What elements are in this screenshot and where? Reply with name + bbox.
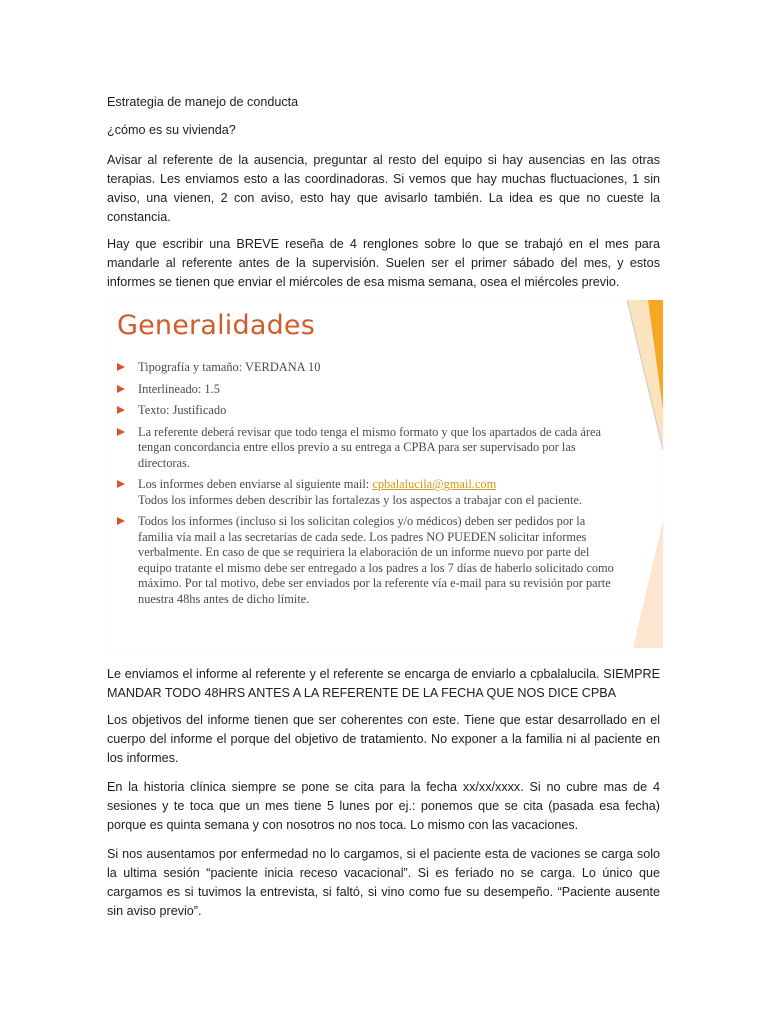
slide-bullet: La referente deberá revisar que todo tenga el mismo formato y que los apartados de cada área tengan concordancia entre ellos previo a su entrega a CPBA para ser supervisado por las directoras. <box>117 425 617 472</box>
slide-bullet: Todos los informes (incluso si los solicitan colegios y/o médicos) deben ser pedidos por la familia vía mail a las secretarías de cada sede. Los padres NO PUEDEN solicitar informes verbalmente. En caso de que se requiriera la elaboración de un informe nuevo por parte del equipo tratante el mismo debe ser entregado a los padres a los 7 días de haberlo solicitado como máximo. Por tal motivo, debe ser enviados por la referente vía e-mail para su revisión por parte nuestra 48hs antes de dicho límite. <box>117 514 617 607</box>
slide-bullet: Los informes deben enviarse al siguiente mail: cpbalalucila@gmail.com Todos los informes deben describir las fortalezas y los aspectos a trabajar con el paciente. <box>117 477 617 508</box>
paragraph-absences: Avisar al referente de la ausencia, preguntar al resto del equipo si hay ausencias en las otras terapias. Les enviamos esto a las coordinadoras. Si vemos que hay muchas fluctuaciones, 1 sin aviso, una vienen, 2 con aviso, esto hay que avisarlo también. La idea es que no cueste la constancia. <box>107 153 660 224</box>
triangle-bullet-icon <box>117 363 125 371</box>
triangle-bullet-icon <box>117 480 125 488</box>
triangle-bullet-icon <box>117 385 125 393</box>
paragraph-send-report: Le enviamos el informe al referente y el referente se encarga de enviarlo a cpbalalucila. SIEMPRE MANDAR TODO 48HRS ANTES A LA REFERENTE DE LA FECHA QUE NOS DICE CPBA <box>107 667 660 700</box>
email-link[interactable]: cpbalalucila@gmail.com <box>372 477 497 491</box>
slide-title: Generalidades <box>117 310 316 341</box>
triangle-bullet-icon <box>117 517 125 525</box>
slide-bullet-list <box>117 360 617 613</box>
paragraph-absences-illness: Si nos ausentamos por enfermedad no lo cargamos, si el paciente esta de vaciones se carga solo la ultima sesión “paciente inicia receso vacacional”. Si es feriado no se carga. Lo único que cargamos es si tuvimos la entrevista, si faltó, si vino como fue su desempeño. “Paciente ausente sin aviso previo”. <box>107 847 660 918</box>
slide-bullet: Tipografía y tamaño: VERDANA 10 <box>117 360 617 376</box>
question-line: ¿cómo es su vivienda? <box>107 123 236 137</box>
slide-bullet: Texto: Justificado <box>117 403 617 419</box>
triangle-bullet-icon <box>117 406 125 414</box>
slide-image-generalidades <box>107 300 663 648</box>
triangle-bullet-icon <box>117 428 125 436</box>
slide-bullet: Interlineado: 1.5 <box>117 382 617 398</box>
paragraph-brief-report: Hay que escribir una BREVE reseña de 4 renglones sobre lo que se trabajó en el mes para mandarle al referente antes de la supervisión. Suelen ser el primer sábado del mes, y estos informes se tienen que enviar el miércoles de esa misma semana, osea el miércoles previo. <box>107 237 660 289</box>
paragraph-objectives: Los objetivos del informe tienen que ser coherentes con este. Tiene que estar desarrollado en el cuerpo del informe el porque del objetivo de tratamiento. No exponer a la familia ni al paciente en los informes. <box>107 713 660 765</box>
document-heading: Estrategia de manejo de conducta <box>107 95 299 109</box>
paragraph-clinical-history: En la historia clínica siempre se pone se cita para la fecha xx/xx/xxxx. Si no cubre mas de 4 sesiones y te toca que un mes tiene 5 lunes por ej.: ponemos que se cita (pasada esa fecha) porque es quinta semana y con nosotros no nos toca. Lo mismo con las vacaciones. <box>107 780 660 832</box>
